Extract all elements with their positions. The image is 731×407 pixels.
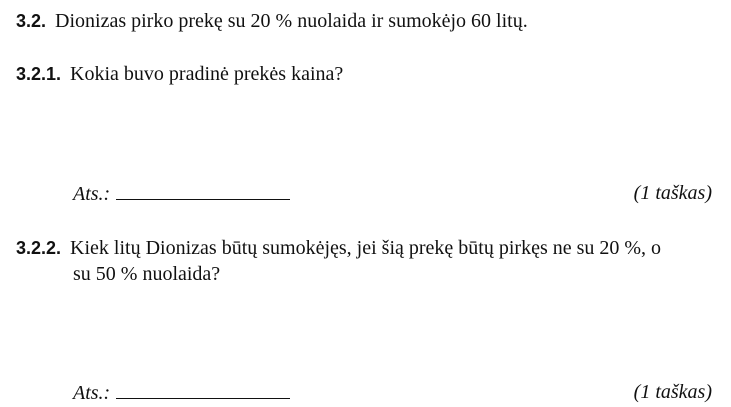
subquestion-2-text-line2: su 50 % nuolaida? xyxy=(73,263,221,285)
problem-statement xyxy=(16,9,528,33)
subquestion-2-number: 3.2.2. xyxy=(16,238,62,258)
answer-line-2 xyxy=(73,380,290,405)
subquestion-1 xyxy=(16,62,343,86)
answer-blank-1[interactable] xyxy=(116,181,290,200)
subquestion-2-continuation xyxy=(73,262,220,286)
points-2: (1 taškas) xyxy=(633,381,712,403)
problem-text: Dionizas pirko prekę su 20 % nuolaida ir sumokėjo 60 litų. xyxy=(55,10,528,32)
subquestion-2 xyxy=(16,236,661,260)
problem-number: 3.2. xyxy=(16,11,47,31)
answer-label-2: Ats.: xyxy=(73,382,111,404)
answer-line-1 xyxy=(73,181,290,206)
subquestion-2-text-line1: Kiek litų Dionizas būtų sumokėjęs, jei šią prekę būtų pirkęs ne su 20 %, o xyxy=(70,237,662,259)
points-1: (1 taškas) xyxy=(633,182,712,204)
subquestion-1-text: Kokia buvo pradinė prekės kaina? xyxy=(70,63,344,85)
subquestion-1-number: 3.2.1. xyxy=(16,64,62,84)
answer-label-1: Ats.: xyxy=(73,183,111,205)
answer-blank-2[interactable] xyxy=(116,380,290,399)
